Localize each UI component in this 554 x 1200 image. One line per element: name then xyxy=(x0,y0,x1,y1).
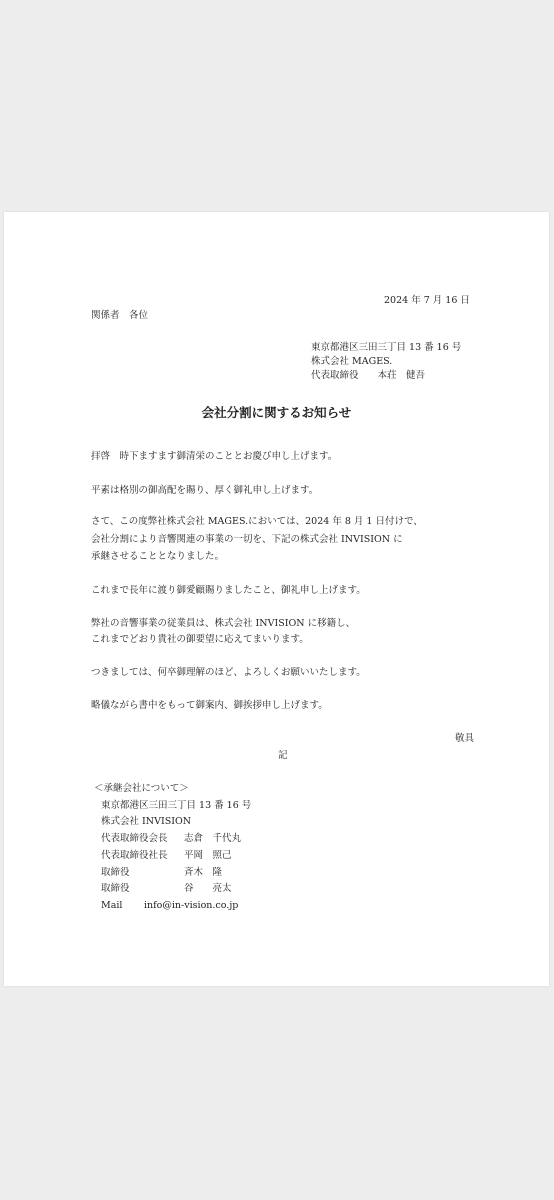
officer-role: 取締役 xyxy=(101,883,130,894)
officer-name: 平岡 照己 xyxy=(184,850,232,861)
paragraph-announcement-line2: 会社分割により音響関連の事業の一切を、下記の株式会社 INVISION に xyxy=(91,534,403,545)
paragraph-closing-note: 略儀ながら書中をもって御案内、御挨拶申し上げます。 xyxy=(91,700,328,711)
successor-heading: ＜承継会社について＞ xyxy=(94,783,189,794)
sender-address: 東京都港区三田三丁目 13 番 16 号 xyxy=(311,342,462,353)
paragraph-employees-line1: 弊社の音響事業の従業員は、株式会社 INVISION に移籍し、 xyxy=(91,618,356,629)
paragraph-employees-line2: これまでどおり貴社の御要望に応えてまいります。 xyxy=(91,634,309,645)
paragraph-announcement-line3: 承継させることとなりました。 xyxy=(91,551,225,562)
paragraph-request: つきましては、何卒御理解のほど、よろしくお願いいたします。 xyxy=(91,667,366,678)
paragraph-announcement-line1: さて、この度弊社株式会社 MAGES.においては、2024 年 8 月 1 日付けで、 xyxy=(91,516,423,527)
sender-representative: 代表取締役 本荘 健吾 xyxy=(311,370,426,381)
officer-name: 谷 亮太 xyxy=(184,883,232,894)
officer-role: 代表取締役会長 xyxy=(101,833,168,844)
mail-label: Mail xyxy=(101,900,123,911)
addressee: 関係者 各位 xyxy=(91,310,149,321)
sender-company: 株式会社 MAGES. xyxy=(311,356,393,367)
paragraph-thanks: 平素は格別の御高配を賜り、厚く御礼申し上げます。 xyxy=(91,485,319,496)
letter-page xyxy=(4,212,549,986)
officer-role: 代表取締役社長 xyxy=(101,850,168,861)
letter-date: 2024 年 7 月 16 日 xyxy=(384,295,470,306)
paragraph-greeting: 拝啓 時下ますます御清栄のこととお慶び申し上げます。 xyxy=(91,451,338,462)
officer-name: 志倉 千代丸 xyxy=(184,833,242,844)
successor-address: 東京都港区三田三丁目 13 番 16 号 xyxy=(101,800,252,811)
mail-address: info@in-vision.co.jp xyxy=(144,900,239,911)
ki-marker: 記 xyxy=(278,750,288,761)
paragraph-appreciation: これまで長年に渡り御愛顧賜りましたこと、御礼申し上げます。 xyxy=(91,585,366,596)
officer-role: 取締役 xyxy=(101,867,130,878)
closing-keigu: 敬具 xyxy=(455,733,475,744)
successor-company: 株式会社 INVISION xyxy=(101,816,192,827)
letter-title: 会社分割に関するお知らせ xyxy=(201,405,352,420)
officer-name: 斉木 隆 xyxy=(184,867,223,878)
